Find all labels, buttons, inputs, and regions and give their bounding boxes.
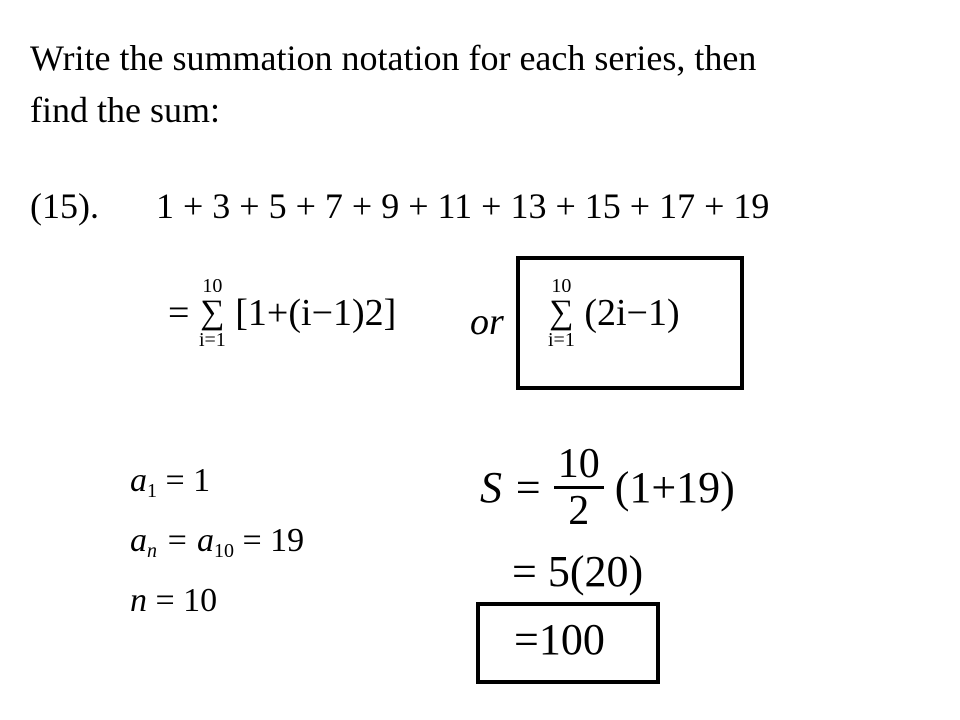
sigma-2-symbol: ∑ [549, 294, 574, 331]
fraction [554, 442, 604, 533]
equals-sign: = [168, 292, 190, 334]
sub-n: n [147, 540, 157, 562]
given-values [130, 456, 304, 626]
sigma-1 [199, 276, 226, 350]
a1-value: = 1 [157, 462, 211, 499]
sigma-2-lower: i=1 [548, 329, 575, 351]
sigma-1-lower: i=1 [198, 329, 226, 351]
sum-lhs: S = [480, 463, 543, 512]
problem-number: (15). [30, 186, 99, 226]
summation-expression-1 [168, 276, 396, 350]
sigma-1-upper: 10 [202, 275, 223, 297]
n-value: = 10 [147, 582, 218, 619]
instructions-line-2: find the sum: [30, 90, 220, 130]
or-text: or [470, 301, 504, 343]
sub-10: 10 [213, 540, 234, 562]
sum-step-2: = 5(20) [512, 547, 644, 596]
sigma-1-symbol: ∑ [200, 294, 225, 331]
summation-expression-2 [548, 276, 680, 350]
sub-1: 1 [147, 480, 157, 502]
var-n: n [130, 582, 147, 619]
fraction-denominator: 2 [554, 486, 604, 533]
fraction-numerator: 10 [557, 441, 600, 487]
an-value: = 19 [233, 522, 305, 559]
sum-result: =100 [514, 615, 605, 664]
given-a1 [130, 456, 304, 516]
problem-line [30, 186, 769, 226]
sigma-2 [548, 276, 575, 350]
instructions-line-1: Write the summation notation for each series, then [30, 38, 757, 78]
given-an [130, 516, 304, 576]
sum-formula [480, 442, 735, 533]
var-a: a [130, 522, 147, 559]
var-a: a [130, 462, 147, 499]
sum-paren: (1+19) [614, 463, 735, 512]
given-n [130, 576, 304, 626]
problem-series: 1 + 3 + 5 + 7 + 9 + 11 + 13 + 15 + 17 + 19 [156, 186, 770, 226]
summation-2-body: (2i−1) [584, 292, 680, 334]
a10-var: = a [157, 522, 214, 559]
sigma-2-upper: 10 [551, 275, 572, 297]
summation-1-body: [1+(i−1)2] [235, 292, 397, 334]
instructions [30, 32, 756, 136]
